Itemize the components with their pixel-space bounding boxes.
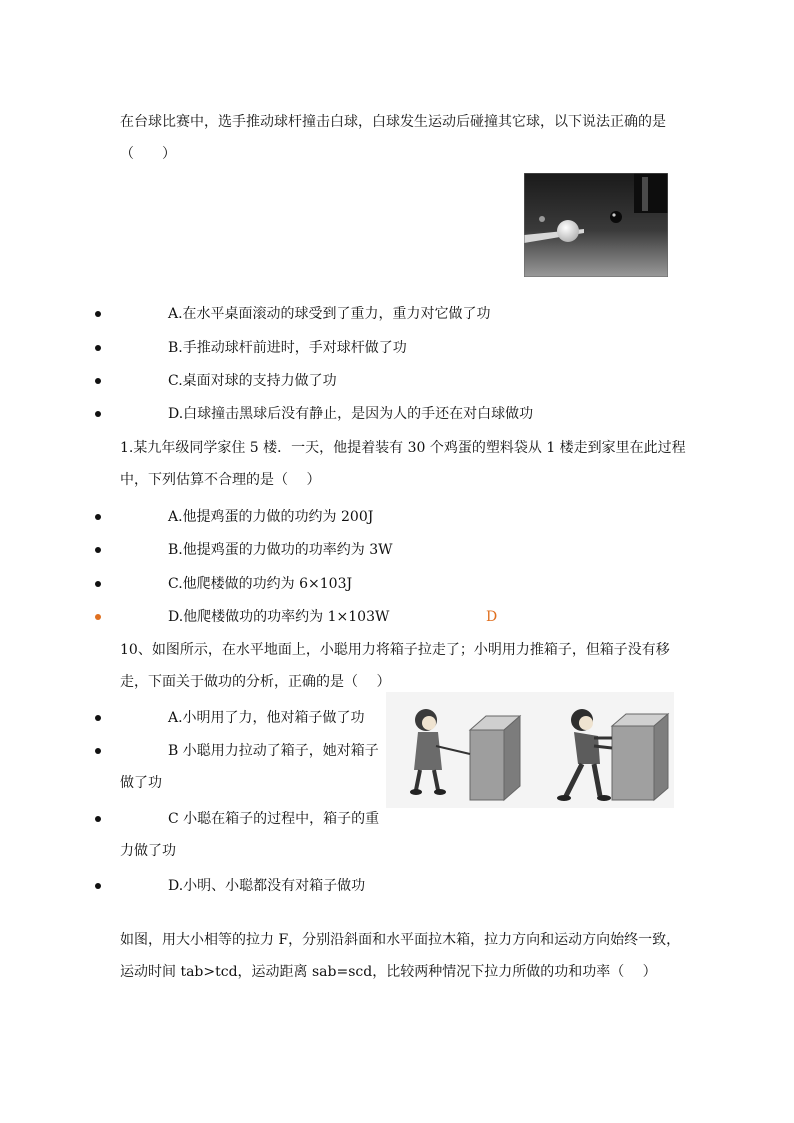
- bullet-selected: [95, 614, 101, 620]
- q3-option-c-cont: 力做了功: [120, 843, 176, 859]
- bullet: [95, 748, 101, 754]
- q1-stem-line2: （ ）: [120, 146, 176, 162]
- billiards-image: [524, 173, 668, 277]
- q2-answer: D: [486, 609, 498, 625]
- q4-stem-line2: 运动时间 tab>tcd，运动距离 sab=scd，比较两种情况下拉力所做的功和功率（ ）: [120, 964, 657, 980]
- bullet: [95, 311, 101, 317]
- q1-option-c[interactable]: C.桌面对球的支持力做了功: [168, 373, 337, 389]
- bullet: [95, 547, 101, 553]
- bullet: [95, 581, 101, 587]
- q2-option-a[interactable]: A.他提鸡蛋的力做的功约为 200J: [168, 509, 374, 525]
- q3-option-b[interactable]: B 小聪用力拉动了箱子，她对箱子: [168, 743, 379, 759]
- q2-option-b[interactable]: B.他提鸡蛋的力做功的功率约为 3W: [168, 542, 393, 558]
- q2-option-d[interactable]: D.他爬楼做功的功率约为 1×103W: [168, 609, 390, 625]
- bullet: [95, 345, 101, 351]
- bullet: [95, 816, 101, 822]
- q4-stem-line1: 如图，用大小相等的拉力 F，分别沿斜面和水平面拉木箱，拉力方向和运动方向始终一致，: [120, 932, 681, 948]
- q3-option-c[interactable]: C 小聪在箱子的过程中，箱子的重: [168, 811, 380, 827]
- push-pull-box-image: [386, 692, 674, 808]
- q3-stem-line1: 10、如图所示，在水平地面上，小聪用力将箱子拉走了；小明用力推箱子，但箱子没有移: [120, 642, 670, 658]
- q1-option-b[interactable]: B.手推动球杆前进时，手对球杆做了功: [168, 340, 407, 356]
- q1-stem-line1: 在台球比赛中，选手推动球杆撞击白球，白球发生运动后碰撞其它球，以下说法正确的是: [120, 114, 666, 130]
- bullet: [95, 883, 101, 889]
- q1-option-d[interactable]: D.白球撞击黑球后没有静止，是因为人的手还在对白球做功: [168, 406, 534, 422]
- q2-option-c[interactable]: C.他爬楼做的功约为 6×103J: [168, 576, 353, 592]
- q2-stem-line1: 1.某九年级同学家住 5 楼．一天，他提着装有 30 个鸡蛋的塑料袋从 1 楼走到家里在此过程: [120, 440, 686, 456]
- q1-option-a[interactable]: A.在水平桌面滚动的球受到了重力，重力对它做了功: [168, 306, 491, 322]
- bullet: [95, 715, 101, 721]
- q3-stem-line2: 走，下面关于做功的分析，正确的是（ ）: [120, 674, 391, 690]
- bullet: [95, 514, 101, 520]
- q3-option-d[interactable]: D.小明、小聪都没有对箱子做功: [168, 878, 366, 894]
- q2-stem-line2: 中，下列估算不合理的是（ ）: [120, 472, 321, 488]
- bullet: [95, 378, 101, 384]
- q3-option-b-cont: 做了功: [120, 775, 162, 791]
- bullet: [95, 411, 101, 417]
- q3-option-a[interactable]: A.小明用了力，他对箱子做了功: [168, 710, 365, 726]
